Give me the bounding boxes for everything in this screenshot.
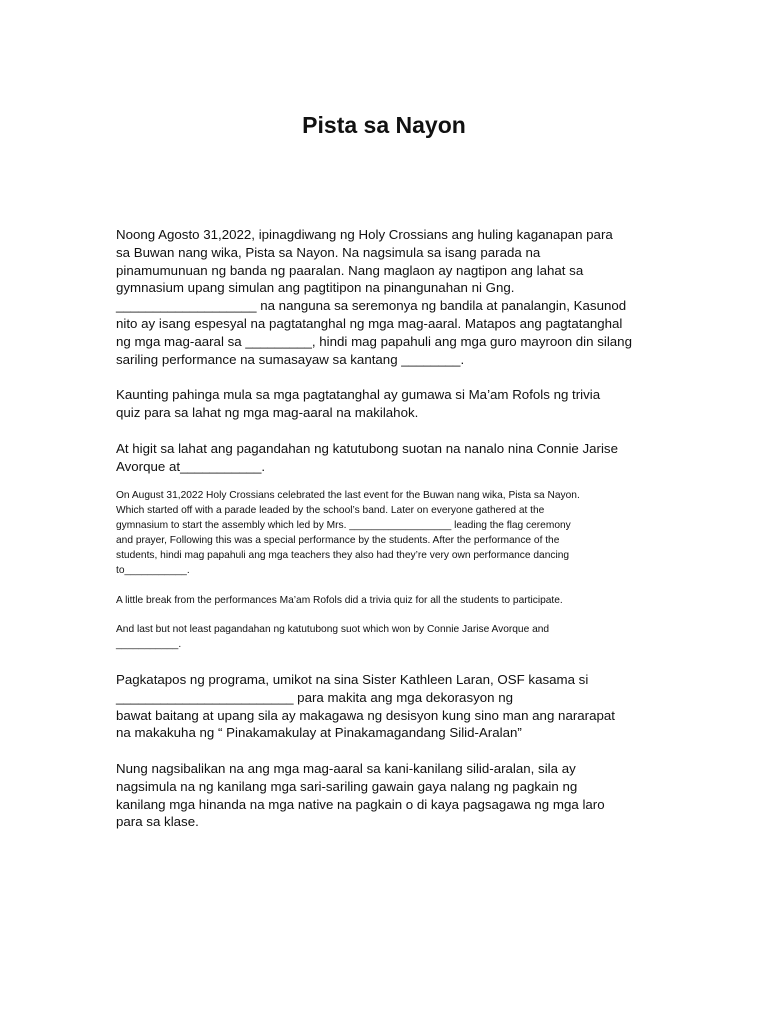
text-line: Kaunting pahinga mula sa mga pagtatanghal ay gumawa si Ma’am Rofols ng trivia <box>116 387 601 402</box>
text-line: And last but not least pagandahan ng katutubong suot which won by Connie Jarise Avorque and <box>116 624 550 635</box>
text-line: sa Buwan nang wika, Pista sa Nayon. Na nagsimula sa isang parada na <box>116 244 541 260</box>
text-line: A little break from the performances Ma’am Rofols did a trivia quiz for all the students to participate. <box>116 595 563 606</box>
text-line: ________________________ para makita ang mga dekorasyon ng <box>116 689 514 705</box>
text-line: nito ay isang espesyal na pagtatanghal ng mga mag-aaral. Matapos ang pagtatanghal <box>116 315 623 331</box>
text-line: Noong Agosto 31,2022, ipinagdiwang ng Holy Crossians ang huling kaganapan para <box>116 227 613 242</box>
text-line: quiz para sa lahat ng mga mag-aaral na makilahok. <box>116 404 419 420</box>
text-line: On August 31,2022 Holy Crossians celebrated the last event for the Buwan nang wika, Pista sa Nayon. <box>116 490 580 501</box>
paragraph-filipino-decorations <box>116 671 656 742</box>
text-line: kanilang mga hinanda na mga native na pagkain o di kaya pagsagawa ng mga laro <box>116 796 605 812</box>
paragraph-filipino-trivia <box>116 386 656 422</box>
text-line: and prayer, Following this was a special performance by the students. After the performance of the <box>116 535 560 546</box>
text-line: ng mga mag-aaral sa _________, hindi mag papahuli ang mga guro mayroon din silang <box>116 333 632 349</box>
text-line: Nung nagsibalikan na ang mga mag-aaral sa kani-kanilang silid-aralan, sila ay <box>116 761 576 776</box>
paragraph-filipino-classroom <box>116 760 656 831</box>
paragraph-english-intro <box>116 488 656 578</box>
text-line: Avorque at___________. <box>116 458 266 474</box>
paragraph-filipino-costume <box>116 440 656 476</box>
document-title: Pista sa Nayon <box>302 112 466 138</box>
text-line: pinamumunuan ng banda ng paaralan. Nang maglaon ay nagtipon ang lahat sa <box>116 262 584 278</box>
text-line: Which started off with a parade leaded by the school’s band. Later on everyone gathered at the <box>116 505 545 516</box>
text-line: para sa klase. <box>116 814 199 830</box>
text-line: gymnasium to start the assembly which led by Mrs. __________________ leading the flag ceremony <box>116 520 571 531</box>
text-line: to___________. <box>116 565 190 576</box>
text-line: ___________. <box>116 639 182 650</box>
text-line: bawat baitang at upang sila ay makagawa ng desisyon kung sino man ang nararapat <box>116 707 615 723</box>
text-line: nagsimula na ng kanilang mga sari-sariling gawain gaya nalang ng pagkain ng <box>116 778 578 794</box>
text-line: ___________________ na nanguna sa seremonya ng bandila at panalangin, Kasunod <box>116 298 627 314</box>
text-line: na makakuha ng “ Pinakamakulay at Pinakamagandang Silid-Aralan” <box>116 725 522 741</box>
paragraph-english-costume <box>116 622 656 652</box>
text-line: gymnasium upang simulan ang pagtitipon na pinangunahan ni Gng. <box>116 280 515 296</box>
paragraph-filipino-intro <box>116 226 656 368</box>
paragraph-english-trivia <box>116 593 656 608</box>
text-line: Pagkatapos ng programa, umikot na sina Sister Kathleen Laran, OSF kasama si <box>116 672 589 687</box>
text-line: At higit sa lahat ang pagandahan ng katutubong suotan na nanalo nina Connie Jarise <box>116 441 618 456</box>
text-line: sariling performance na sumasayaw sa kantang ________. <box>116 351 465 367</box>
text-line: students, hindi mag papahuli ang mga teachers they also had they’re very own performance dancing <box>116 550 570 561</box>
